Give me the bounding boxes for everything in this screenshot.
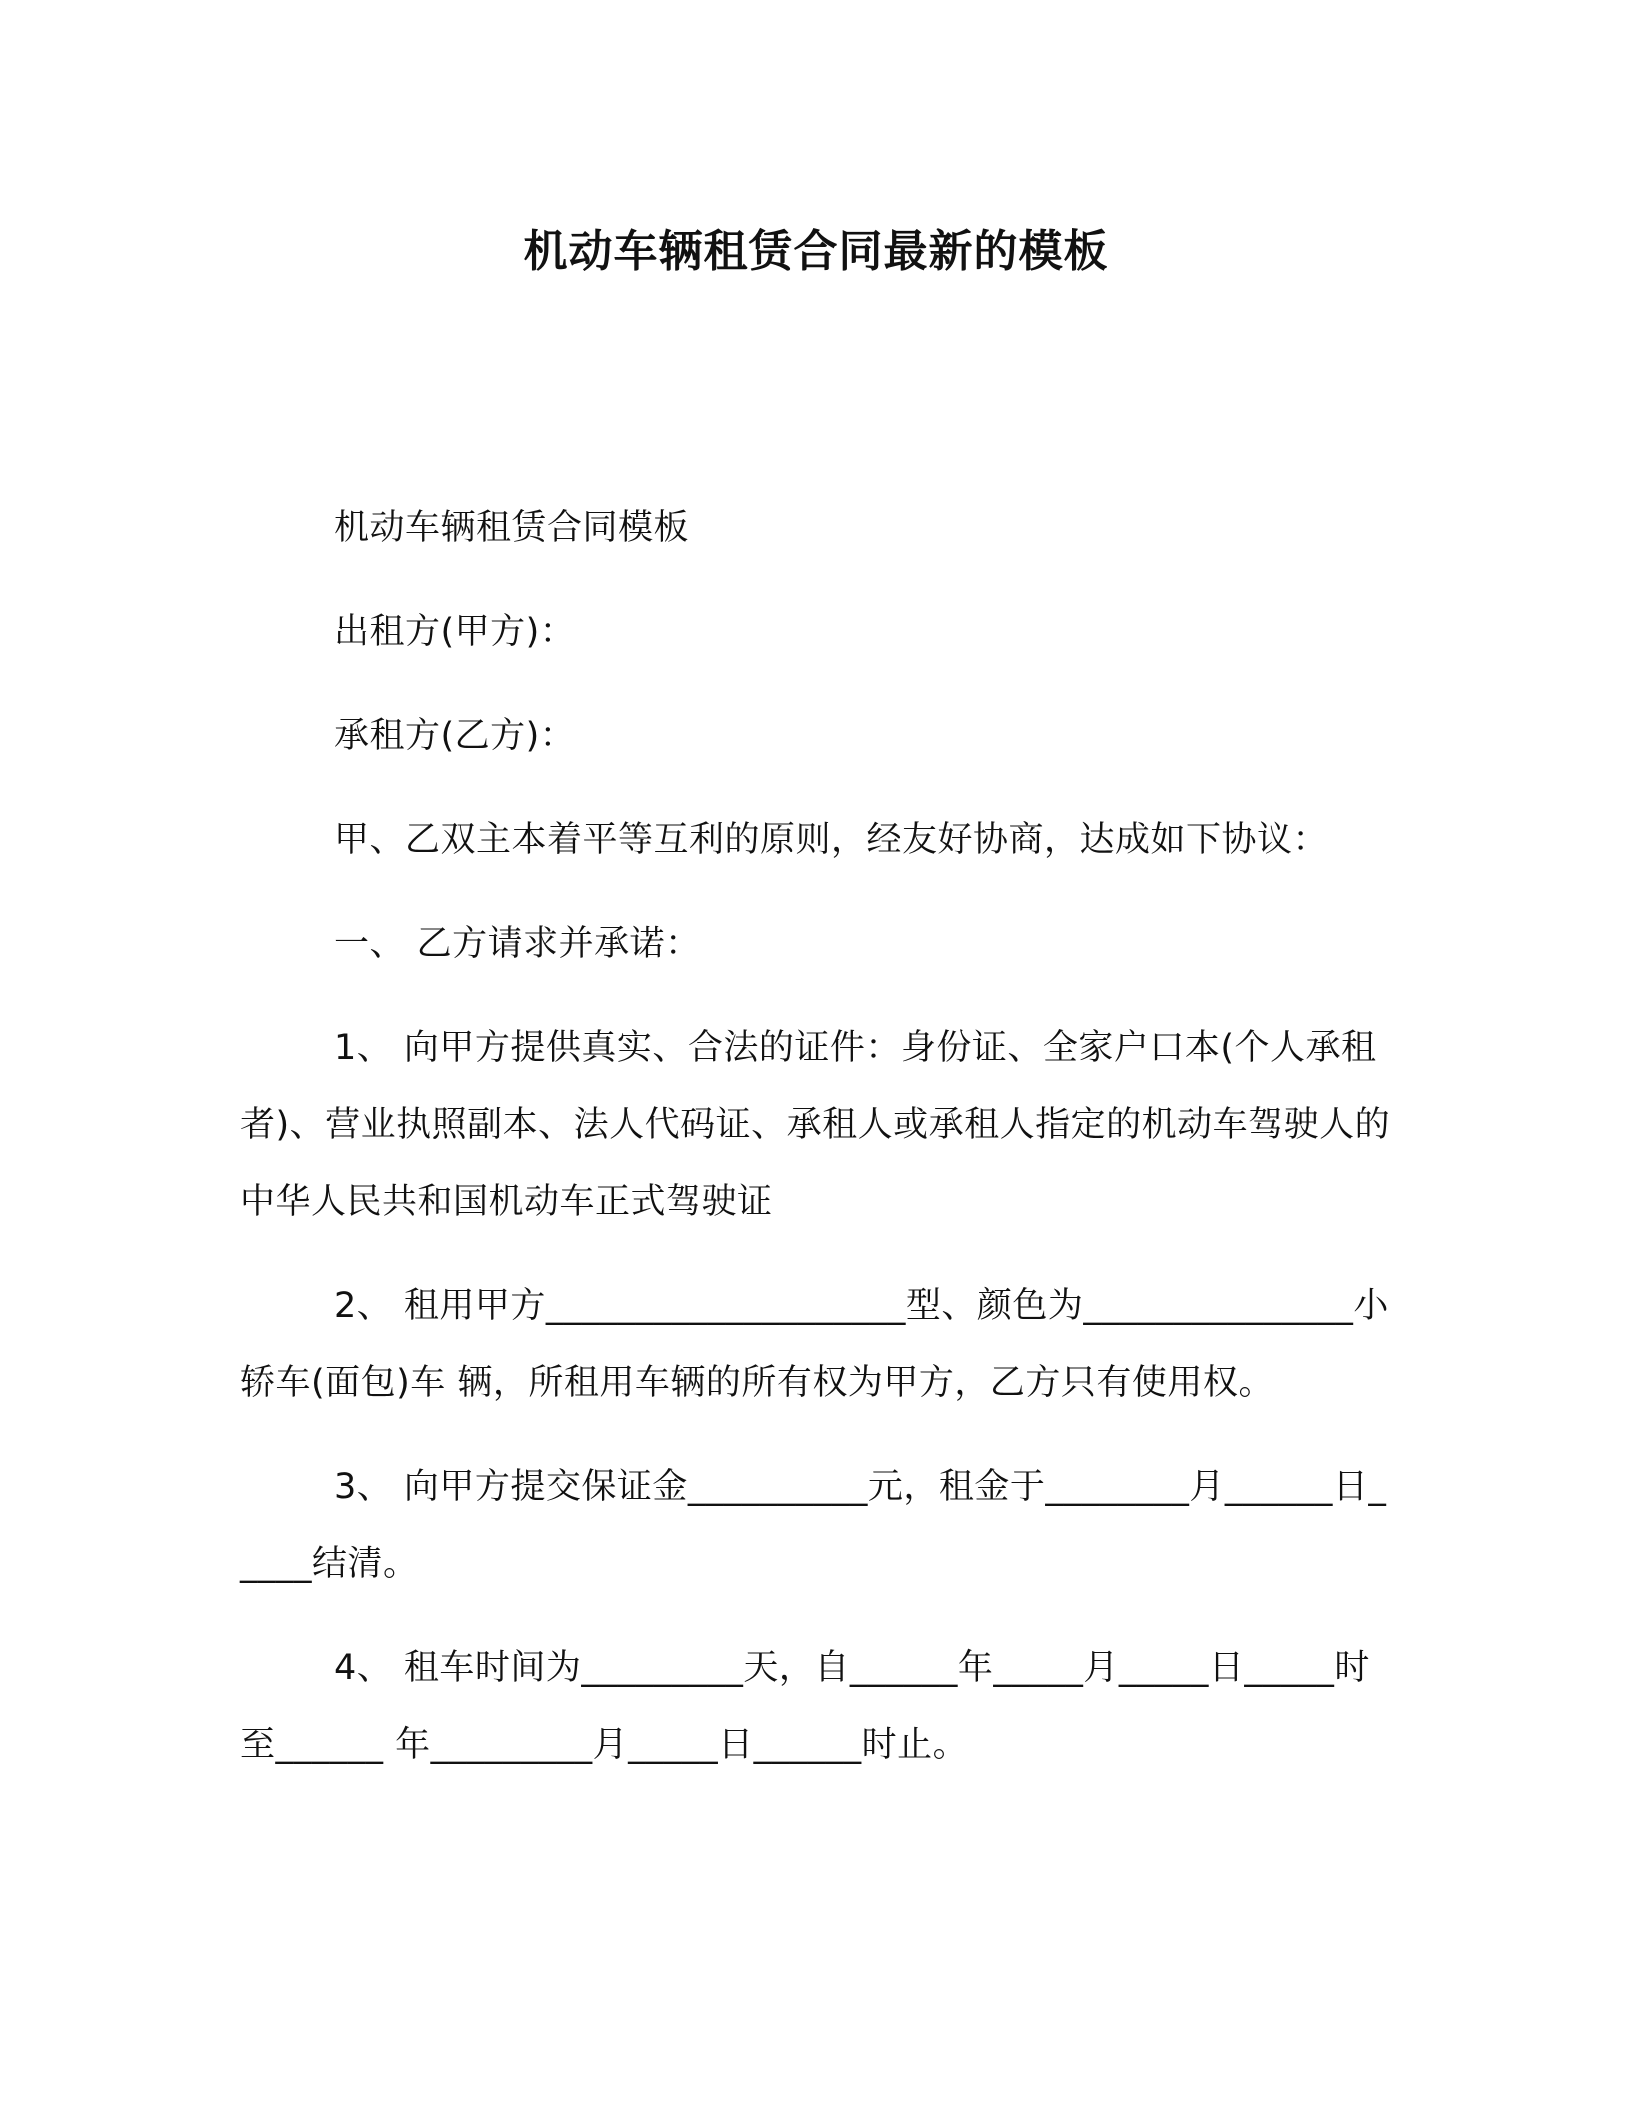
agreement-intro: 甲、乙双主本着平等互利的原则，经友好协商，达成如下协议： xyxy=(334,820,1329,860)
document-body xyxy=(240,490,1392,1811)
lessee-line: 承租方(乙方)： xyxy=(334,716,576,756)
section-heading-1: 一、 乙方请求并承诺： xyxy=(334,924,701,964)
contract-subtitle: 机动车辆租赁合同模板 xyxy=(334,508,690,548)
document-title: 机动车辆租赁合同最新的模板 xyxy=(523,226,1109,277)
clause-1: 1、 向甲方提供真实、合法的证件：身份证、全家户口本(个人承租者)、营业执照副本、法人代码证、承租人或承租人指定的机动车驾驶人的中华人民共和国机动车正式驾驶证 xyxy=(240,1028,1391,1222)
clause-4: 4、 租车时间为_________天，自______年_____月_____日_____时至______ 年_________月_____日______时止。 xyxy=(240,1648,1370,1765)
lessor-line: 出租方(甲方)： xyxy=(334,612,576,652)
clause-2: 2、 租用甲方____________________型、颜色为_______________小轿车(面包)车 辆，所租用车辆的所有权为甲方，乙方只有使用权。 xyxy=(240,1286,1389,1403)
clause-3: 3、 向甲方提交保证金__________元，租金于________月______日_____结清。 xyxy=(240,1467,1387,1584)
